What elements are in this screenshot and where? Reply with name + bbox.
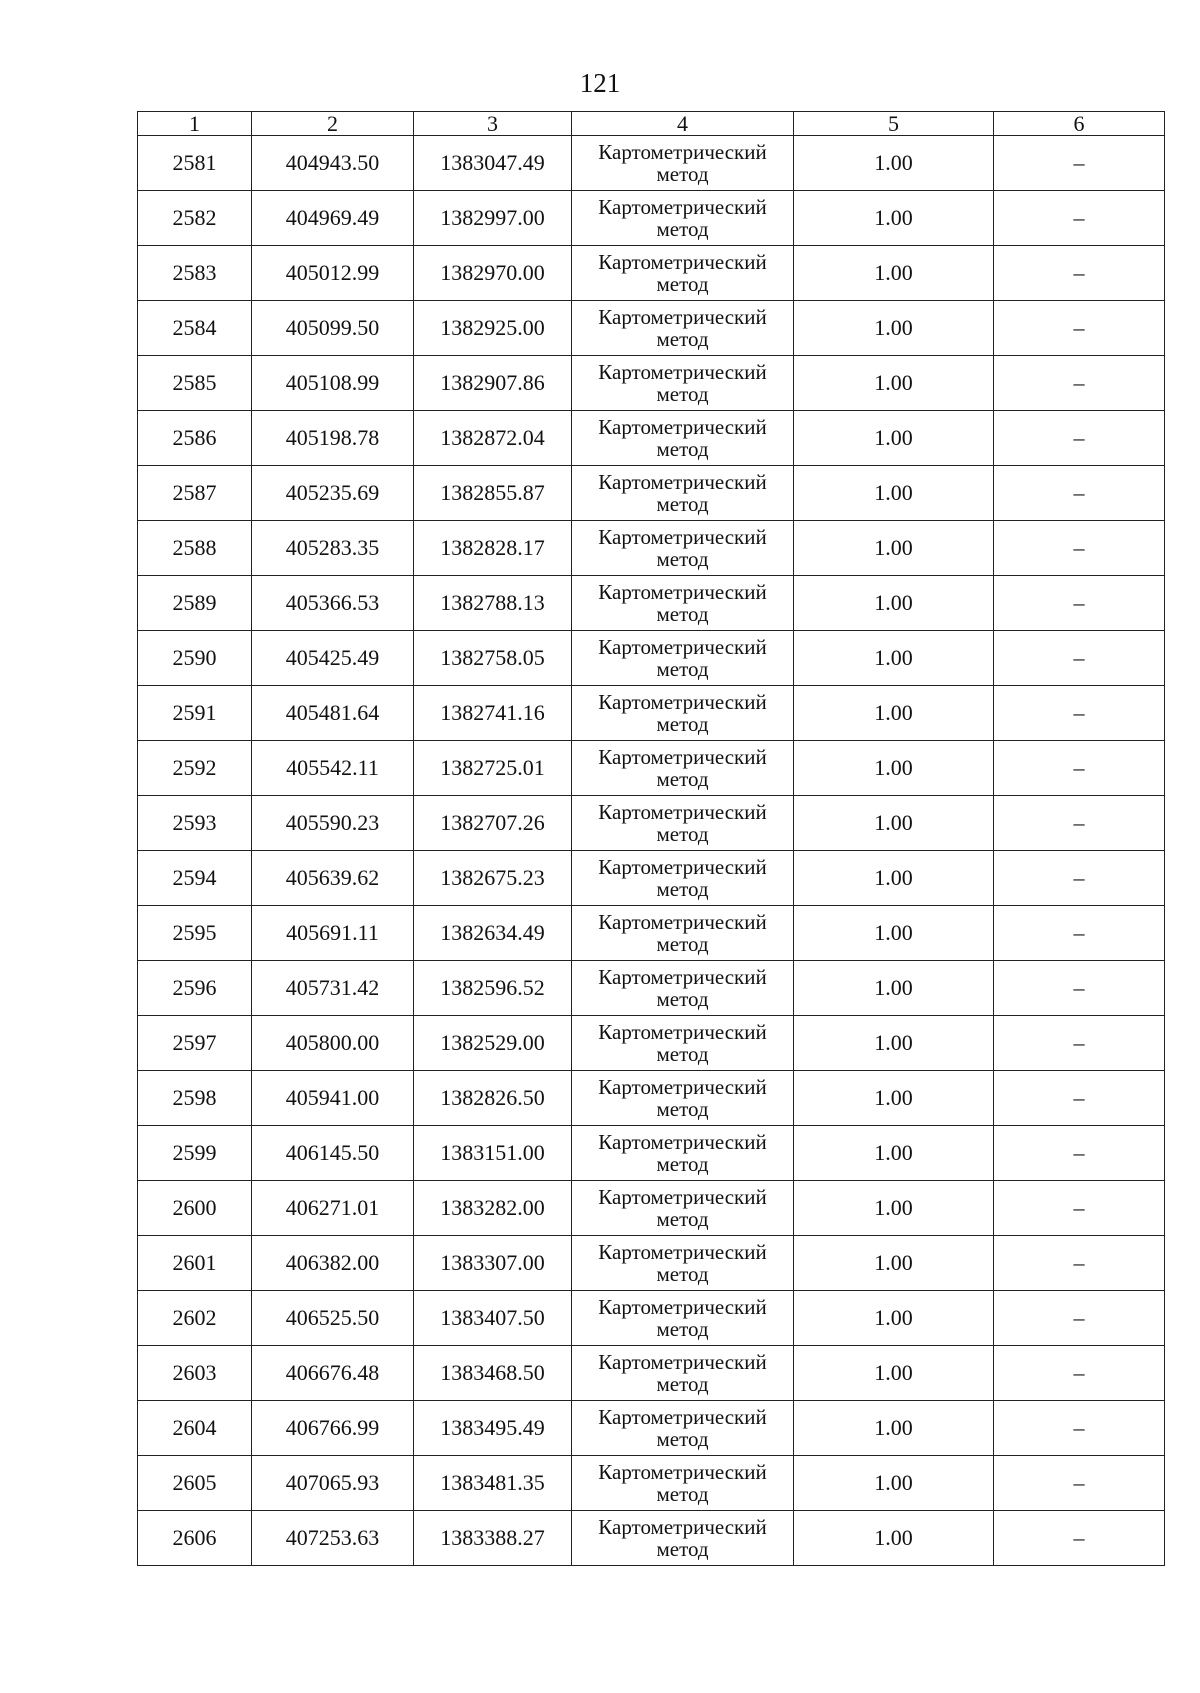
description-cell: – [994,1126,1165,1181]
method-line-1: Картометрический [598,690,767,714]
method-line-1: Картометрический [598,1460,767,1484]
point-number-cell: 2593 [138,796,252,851]
method-line-1: Картометрический [598,525,767,549]
table-row [138,466,1165,521]
method-line-1: Картометрический [598,415,767,439]
method-cell [572,851,794,906]
point-number-cell: 2603 [138,1346,252,1401]
method-cell [572,961,794,1016]
method-line-2: метод [656,1372,709,1396]
x-coordinate-cell: 405481.64 [252,686,414,741]
x-coordinate-cell: 405283.35 [252,521,414,576]
description-cell: – [994,1291,1165,1346]
method-cell [572,631,794,686]
description-cell: – [994,686,1165,741]
table-row [138,1236,1165,1291]
y-coordinate-cell: 1383282.00 [414,1181,572,1236]
method-line-2: метод [656,1317,709,1341]
table-row [138,1456,1165,1511]
description-cell: – [994,1456,1165,1511]
method-cell [572,741,794,796]
table-row [138,961,1165,1016]
table-row [138,136,1165,191]
y-coordinate-cell: 1382707.26 [414,796,572,851]
table-row [138,1511,1165,1566]
x-coordinate-cell: 406145.50 [252,1126,414,1181]
method-line-1: Картометрический [598,1405,767,1429]
point-number-cell: 2602 [138,1291,252,1346]
accuracy-cell: 1.00 [794,1016,994,1071]
method-cell [572,521,794,576]
table-row [138,906,1165,961]
y-coordinate-cell: 1382529.00 [414,1016,572,1071]
table-row [138,521,1165,576]
description-cell: – [994,356,1165,411]
method-line-1: Картометрический [598,910,767,934]
x-coordinate-cell: 404943.50 [252,136,414,191]
description-cell: – [994,961,1165,1016]
description-cell: – [994,851,1165,906]
description-cell: – [994,1071,1165,1126]
y-coordinate-cell: 1382634.49 [414,906,572,961]
method-line-2: метод [656,547,709,571]
accuracy-cell: 1.00 [794,576,994,631]
method-line-1: Картометрический [598,1130,767,1154]
y-coordinate-cell: 1383151.00 [414,1126,572,1181]
method-line-1: Картометрический [598,1515,767,1539]
x-coordinate-cell: 405235.69 [252,466,414,521]
point-number-cell: 2605 [138,1456,252,1511]
y-coordinate-cell: 1382788.13 [414,576,572,631]
method-cell [572,1126,794,1181]
point-number-cell: 2589 [138,576,252,631]
y-coordinate-cell: 1382675.23 [414,851,572,906]
method-line-1: Картометрический [598,1075,767,1099]
table-body [138,136,1165,1566]
method-cell [572,411,794,466]
y-coordinate-cell: 1382997.00 [414,191,572,246]
method-cell [572,1181,794,1236]
method-cell [572,686,794,741]
table-row [138,411,1165,466]
description-cell: – [994,1511,1165,1566]
method-line-2: метод [656,1427,709,1451]
accuracy-cell: 1.00 [794,466,994,521]
method-line-1: Картометрический [598,195,767,219]
table-row [138,851,1165,906]
point-number-cell: 2582 [138,191,252,246]
method-cell [572,191,794,246]
description-cell: – [994,1401,1165,1456]
accuracy-cell: 1.00 [794,961,994,1016]
y-coordinate-cell: 1382826.50 [414,1071,572,1126]
method-line-2: метод [656,1207,709,1231]
method-line-2: метод [656,382,709,406]
method-line-1: Картометрический [598,580,767,604]
method-line-1: Картометрический [598,745,767,769]
method-line-2: метод [656,492,709,516]
x-coordinate-cell: 407253.63 [252,1511,414,1566]
accuracy-cell: 1.00 [794,686,994,741]
method-line-1: Картометрический [598,140,767,164]
accuracy-cell: 1.00 [794,1236,994,1291]
x-coordinate-cell: 405198.78 [252,411,414,466]
description-cell: – [994,1016,1165,1071]
method-cell [572,906,794,961]
method-cell [572,1456,794,1511]
y-coordinate-cell: 1383047.49 [414,136,572,191]
point-number-cell: 2595 [138,906,252,961]
method-line-2: метод [656,657,709,681]
method-line-1: Картометрический [598,360,767,384]
point-number-cell: 2601 [138,1236,252,1291]
method-line-2: метод [656,162,709,186]
method-line-1: Картометрический [598,250,767,274]
method-cell [572,1346,794,1401]
column-header: 3 [414,112,572,136]
x-coordinate-cell: 406382.00 [252,1236,414,1291]
point-number-cell: 2584 [138,301,252,356]
description-cell: – [994,246,1165,301]
y-coordinate-cell: 1382725.01 [414,741,572,796]
method-cell [572,1071,794,1126]
x-coordinate-cell: 405366.53 [252,576,414,631]
description-cell: – [994,906,1165,961]
point-number-cell: 2604 [138,1401,252,1456]
method-line-1: Картометрический [598,305,767,329]
method-line-2: метод [656,767,709,791]
point-number-cell: 2587 [138,466,252,521]
y-coordinate-cell: 1382925.00 [414,301,572,356]
method-cell [572,1511,794,1566]
x-coordinate-cell: 405590.23 [252,796,414,851]
y-coordinate-cell: 1383307.00 [414,1236,572,1291]
description-cell: – [994,1346,1165,1401]
point-number-cell: 2583 [138,246,252,301]
table-row [138,686,1165,741]
method-cell [572,1016,794,1071]
method-line-2: метод [656,1042,709,1066]
x-coordinate-cell: 405542.11 [252,741,414,796]
x-coordinate-cell: 405108.99 [252,356,414,411]
table-row [138,191,1165,246]
method-line-1: Картометрический [598,855,767,879]
method-line-2: метод [656,987,709,1011]
y-coordinate-cell: 1382855.87 [414,466,572,521]
method-line-2: метод [656,877,709,901]
method-line-1: Картометрический [598,635,767,659]
y-coordinate-cell: 1382907.86 [414,356,572,411]
method-cell [572,1291,794,1346]
x-coordinate-cell: 406525.50 [252,1291,414,1346]
description-cell: – [994,576,1165,631]
accuracy-cell: 1.00 [794,191,994,246]
column-header: 4 [572,112,794,136]
coordinates-table [137,111,1165,1566]
description-cell: – [994,796,1165,851]
x-coordinate-cell: 406676.48 [252,1346,414,1401]
y-coordinate-cell: 1383481.35 [414,1456,572,1511]
description-cell: – [994,521,1165,576]
table-row [138,246,1165,301]
accuracy-cell: 1.00 [794,1291,994,1346]
table-row [138,1181,1165,1236]
point-number-cell: 2594 [138,851,252,906]
point-number-cell: 2592 [138,741,252,796]
method-line-1: Картометрический [598,1185,767,1209]
accuracy-cell: 1.00 [794,1401,994,1456]
table-row [138,1291,1165,1346]
description-cell: – [994,301,1165,356]
method-cell [572,246,794,301]
method-cell [572,796,794,851]
table-row [138,741,1165,796]
accuracy-cell: 1.00 [794,631,994,686]
table-row [138,356,1165,411]
x-coordinate-cell: 405012.99 [252,246,414,301]
accuracy-cell: 1.00 [794,1346,994,1401]
column-header: 1 [138,112,252,136]
x-coordinate-cell: 405639.62 [252,851,414,906]
y-coordinate-cell: 1383388.27 [414,1511,572,1566]
method-line-2: метод [656,1152,709,1176]
x-coordinate-cell: 405099.50 [252,301,414,356]
method-line-1: Картометрический [598,1295,767,1319]
method-cell [572,136,794,191]
description-cell: – [994,136,1165,191]
accuracy-cell: 1.00 [794,301,994,356]
method-line-2: метод [656,602,709,626]
method-line-2: метод [656,822,709,846]
accuracy-cell: 1.00 [794,1071,994,1126]
description-cell: – [994,411,1165,466]
method-line-1: Картометрический [598,800,767,824]
x-coordinate-cell: 404969.49 [252,191,414,246]
table-row [138,1126,1165,1181]
point-number-cell: 2598 [138,1071,252,1126]
y-coordinate-cell: 1382872.04 [414,411,572,466]
description-cell: – [994,631,1165,686]
method-line-2: метод [656,437,709,461]
y-coordinate-cell: 1382970.00 [414,246,572,301]
method-line-2: метод [656,712,709,736]
method-line-1: Картометрический [598,965,767,989]
point-number-cell: 2600 [138,1181,252,1236]
page-number: 121 [579,68,621,98]
method-cell [572,576,794,631]
description-cell: – [994,466,1165,521]
point-number-cell: 2581 [138,136,252,191]
table-row [138,631,1165,686]
point-number-cell: 2590 [138,631,252,686]
method-line-2: метод [656,327,709,351]
y-coordinate-cell: 1383468.50 [414,1346,572,1401]
method-cell [572,356,794,411]
x-coordinate-cell: 405941.00 [252,1071,414,1126]
y-coordinate-cell: 1382741.16 [414,686,572,741]
table-row [138,301,1165,356]
y-coordinate-cell: 1383407.50 [414,1291,572,1346]
accuracy-cell: 1.00 [794,356,994,411]
x-coordinate-cell: 405425.49 [252,631,414,686]
method-line-2: метод [656,1482,709,1506]
x-coordinate-cell: 405731.42 [252,961,414,1016]
point-number-cell: 2599 [138,1126,252,1181]
column-header: 5 [794,112,994,136]
x-coordinate-cell: 407065.93 [252,1456,414,1511]
y-coordinate-cell: 1382828.17 [414,521,572,576]
description-cell: – [994,1181,1165,1236]
y-coordinate-cell: 1383495.49 [414,1401,572,1456]
column-header: 6 [994,112,1165,136]
accuracy-cell: 1.00 [794,851,994,906]
y-coordinate-cell: 1382758.05 [414,631,572,686]
accuracy-cell: 1.00 [794,521,994,576]
method-line-2: метод [656,932,709,956]
method-cell [572,1401,794,1456]
accuracy-cell: 1.00 [794,1456,994,1511]
accuracy-cell: 1.00 [794,1126,994,1181]
accuracy-cell: 1.00 [794,246,994,301]
method-line-1: Картометрический [598,1240,767,1264]
accuracy-cell: 1.00 [794,906,994,961]
point-number-cell: 2585 [138,356,252,411]
method-line-2: метод [656,217,709,241]
column-header: 2 [252,112,414,136]
y-coordinate-cell: 1382596.52 [414,961,572,1016]
accuracy-cell: 1.00 [794,136,994,191]
point-number-cell: 2606 [138,1511,252,1566]
method-cell [572,466,794,521]
table-row [138,796,1165,851]
method-line-1: Картометрический [598,1020,767,1044]
method-cell [572,301,794,356]
point-number-cell: 2586 [138,411,252,466]
accuracy-cell: 1.00 [794,741,994,796]
method-cell [572,1236,794,1291]
description-cell: – [994,1236,1165,1291]
accuracy-cell: 1.00 [794,1181,994,1236]
method-line-1: Картометрический [598,1350,767,1374]
method-line-1: Картометрический [598,470,767,494]
x-coordinate-cell: 406271.01 [252,1181,414,1236]
point-number-cell: 2596 [138,961,252,1016]
table-header-row [138,112,1165,136]
table-row [138,1346,1165,1401]
point-number-cell: 2597 [138,1016,252,1071]
table-row [138,1016,1165,1071]
accuracy-cell: 1.00 [794,796,994,851]
method-line-2: метод [656,1097,709,1121]
table-row [138,576,1165,631]
method-line-2: метод [656,272,709,296]
method-line-2: метод [656,1537,709,1561]
accuracy-cell: 1.00 [794,411,994,466]
description-cell: – [994,741,1165,796]
description-cell: – [994,191,1165,246]
method-line-2: метод [656,1262,709,1286]
x-coordinate-cell: 406766.99 [252,1401,414,1456]
x-coordinate-cell: 405691.11 [252,906,414,961]
table-row [138,1401,1165,1456]
x-coordinate-cell: 405800.00 [252,1016,414,1071]
accuracy-cell: 1.00 [794,1511,994,1566]
point-number-cell: 2591 [138,686,252,741]
table-row [138,1071,1165,1126]
point-number-cell: 2588 [138,521,252,576]
